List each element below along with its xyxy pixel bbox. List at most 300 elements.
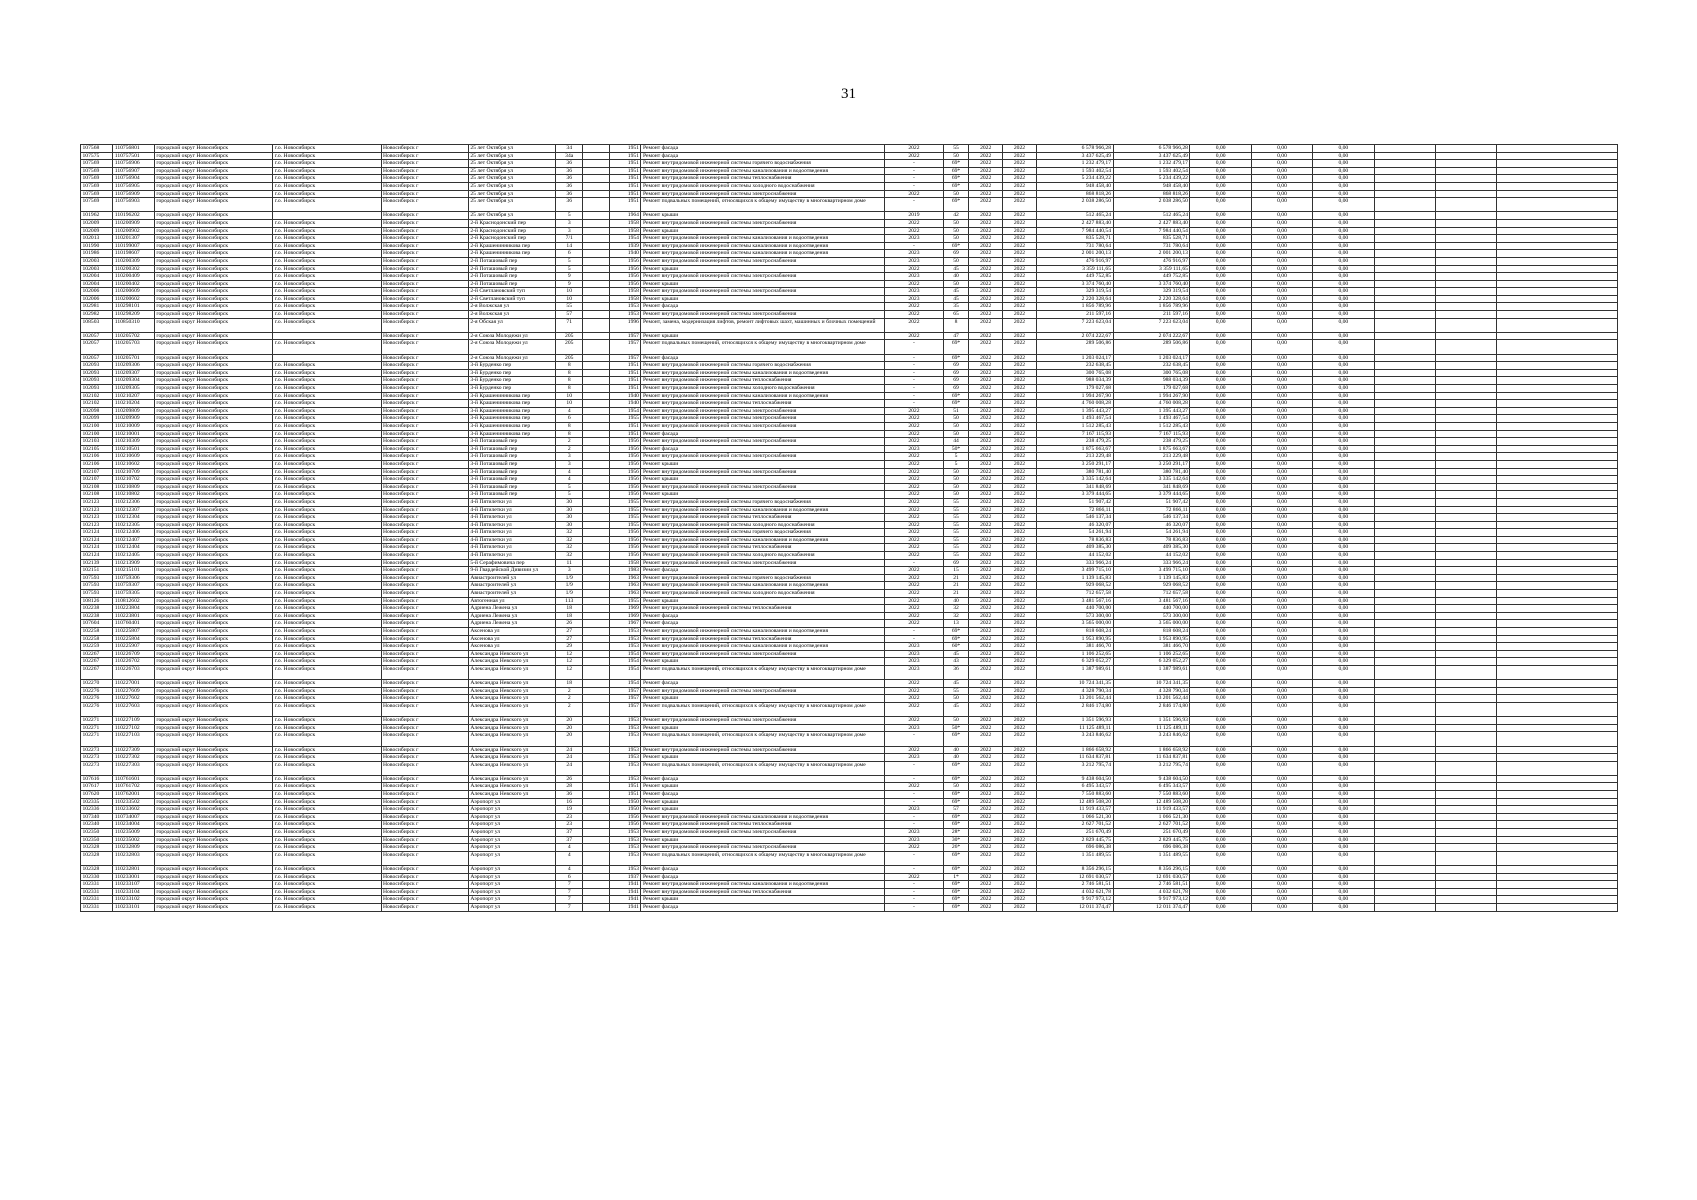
table-cell: -	[884, 896, 943, 904]
table-cell: городской округ Новосибирск	[154, 695, 273, 703]
table-cell: 102004	[81, 273, 113, 281]
table-cell: г.о. Новосибирск	[273, 491, 381, 499]
table-cell	[583, 775, 610, 783]
table-cell: -	[884, 628, 943, 636]
table-cell: Аэропорт ул	[468, 896, 555, 904]
table-cell: 45	[944, 650, 969, 658]
table-cell: 179 027,68	[1036, 385, 1113, 393]
table-cell	[1435, 628, 1496, 636]
table-cell: городской округ Новосибирск	[154, 851, 273, 865]
table-cell: г.о. Новосибирск	[273, 559, 381, 567]
table-cell: 0,00	[1190, 695, 1251, 703]
table-cell: 107569	[81, 190, 113, 198]
table-cell: г.о. Новосибирск	[273, 273, 381, 281]
table-cell: Ремонт внутридомовой инженерной системы канализования и водоотведения	[641, 813, 884, 821]
table-cell: 1953	[610, 311, 641, 319]
table-cell: Ремонт подвальных помещений, относящихся к общему имуществу в многоквартирном доме	[641, 665, 884, 679]
table-cell: 1953	[610, 635, 641, 643]
table-cell: 0,00	[1251, 775, 1312, 783]
table-cell: 0,00	[1251, 340, 1312, 354]
table-cell: 1953	[610, 717, 641, 725]
table-cell: городской округ Новосибирск	[154, 430, 273, 438]
table-cell: 69*	[944, 903, 969, 911]
table-cell	[1497, 190, 1618, 198]
table-cell: 5	[556, 483, 583, 491]
table-cell	[1374, 422, 1435, 430]
table-row	[81, 529, 1618, 537]
table-cell: 329 319,54	[1113, 288, 1190, 296]
table-cell: 110212305	[113, 521, 155, 529]
table-cell: 43	[944, 658, 969, 666]
table-cell: 0,00	[1190, 888, 1251, 896]
table-cell	[1497, 332, 1618, 340]
table-cell: 102328	[81, 851, 113, 865]
table-cell: городской округ Новосибирск	[154, 605, 273, 613]
table-cell: Адриена Лежена ул	[468, 620, 555, 628]
table-cell: 45	[944, 295, 969, 303]
table-cell: 3-й Крашенинникова пер	[468, 400, 555, 408]
table-cell	[583, 903, 610, 911]
table-cell: 2022	[969, 650, 1003, 658]
table-cell: 2022	[1003, 717, 1036, 725]
table-cell: 2022	[969, 265, 1003, 273]
table-cell	[1374, 280, 1435, 288]
table-cell: 69*	[944, 813, 969, 821]
table-row	[81, 250, 1618, 258]
table-cell: 102004	[81, 280, 113, 288]
table-cell: 1941	[610, 888, 641, 896]
table-cell: 3 565 000,00	[1113, 620, 1190, 628]
table-cell: 29	[556, 643, 583, 651]
table-cell: 102331	[81, 888, 113, 896]
table-cell	[1374, 888, 1435, 896]
table-cell: 0,00	[1251, 377, 1312, 385]
table-cell: 1 106 252,65	[1036, 650, 1113, 658]
table-row	[81, 536, 1618, 544]
table-cell	[1497, 257, 1618, 265]
table-cell: 2022	[1003, 235, 1036, 243]
table-cell: Новосибирск г	[381, 212, 468, 220]
table-cell	[1374, 190, 1435, 198]
table-cell: 0,00	[1251, 257, 1312, 265]
table-cell: 0,00	[1313, 888, 1374, 896]
table-row	[81, 620, 1618, 628]
table-cell	[1374, 754, 1435, 762]
table-cell: 0,00	[1313, 702, 1374, 716]
table-cell	[1497, 687, 1618, 695]
table-cell: 42	[944, 212, 969, 220]
table-cell	[1435, 476, 1496, 484]
table-cell: 2022	[969, 597, 1003, 605]
table-row	[81, 438, 1618, 446]
table-cell: 1 351 489,55	[1113, 851, 1190, 865]
table-cell: 2023	[884, 650, 943, 658]
table-cell: 69*	[944, 175, 969, 183]
table-cell	[1435, 881, 1496, 889]
table-cell: 102258	[81, 628, 113, 636]
table-cell: Новосибирск г	[381, 227, 468, 235]
table-cell: 102273	[81, 746, 113, 754]
table-cell: -	[884, 559, 943, 567]
table-cell: 30	[556, 498, 583, 506]
table-cell: городской округ Новосибирск	[154, 643, 273, 651]
table-cell: 69*	[944, 392, 969, 400]
table-cell	[1497, 265, 1618, 273]
table-cell: 69	[944, 559, 969, 567]
table-cell	[1374, 476, 1435, 484]
table-row	[81, 219, 1618, 227]
table-cell: Новосибирск г	[381, 844, 468, 852]
table-cell: Ремонт внутридомовой инженерной системы электроснабжения	[641, 219, 884, 227]
table-cell: Аэропорт ул	[468, 821, 555, 829]
table-cell: 102139	[81, 559, 113, 567]
table-cell: 5 234 439,22	[1113, 175, 1190, 183]
table-cell: 50	[944, 257, 969, 265]
table-cell: 3-й Крашенинникова пер	[468, 422, 555, 430]
table-cell	[1435, 491, 1496, 499]
table-cell: 2022	[969, 605, 1003, 613]
table-cell	[1374, 806, 1435, 814]
table-cell: 0,00	[1190, 311, 1251, 319]
table-cell: 0,00	[1190, 590, 1251, 598]
table-cell: 21	[944, 590, 969, 598]
table-cell: 107569	[81, 175, 113, 183]
table-cell	[1435, 369, 1496, 377]
table-cell	[1374, 529, 1435, 537]
table-cell: 110212405	[113, 552, 155, 560]
table-cell	[583, 536, 610, 544]
table-cell: 7 167 115,93	[1036, 430, 1113, 438]
table-cell: Новосибирск г	[381, 881, 468, 889]
table-cell	[583, 160, 610, 168]
table-cell: 0,00	[1190, 514, 1251, 522]
table-cell: Ремонт фасада	[641, 445, 884, 453]
table-cell: 1939	[610, 242, 641, 250]
table-cell: Новосибирск г	[381, 453, 468, 461]
table-cell: 0,00	[1190, 415, 1251, 423]
table-cell: 110756801	[113, 145, 155, 153]
table-cell: 0,00	[1251, 227, 1312, 235]
table-cell: 0,00	[1190, 702, 1251, 716]
table-cell: 0,00	[1251, 806, 1312, 814]
table-cell	[1374, 605, 1435, 613]
table-cell: 2 829 445,75	[1113, 836, 1190, 844]
table-cell: 0,00	[1190, 288, 1251, 296]
table-cell: Ремонт внутридомовой инженерной системы канализования и водоотведения	[641, 628, 884, 636]
table-cell: 1 387 989,61	[1113, 665, 1190, 679]
table-cell	[583, 866, 610, 874]
table-cell: г.о. Новосибирск	[273, 605, 381, 613]
table-cell	[1374, 775, 1435, 783]
table-cell: городской округ Новосибирск	[154, 754, 273, 762]
table-cell: 3 499 715,10	[1036, 567, 1113, 575]
table-cell: 2022	[969, 438, 1003, 446]
table-cell: 2022	[1003, 198, 1036, 212]
table-cell: Ремонт фасада	[641, 873, 884, 881]
table-cell: 28	[556, 783, 583, 791]
table-cell	[583, 280, 610, 288]
table-cell: 3-й Поташовый пер	[468, 476, 555, 484]
table-cell: 110756905	[113, 182, 155, 190]
table-cell: 2022	[969, 445, 1003, 453]
table-cell	[1435, 453, 1496, 461]
table-cell: 1953	[610, 754, 641, 762]
table-row	[81, 746, 1618, 754]
table-cell: 0,00	[1190, 468, 1251, 476]
table-cell: 102124	[81, 544, 113, 552]
table-cell: 546 137,34	[1036, 514, 1113, 522]
table-cell: 24	[556, 746, 583, 754]
table-cell: городской округ Новосибирск	[154, 483, 273, 491]
table-cell: Новосибирск г	[381, 702, 468, 716]
table-cell: 0,00	[1190, 407, 1251, 415]
table-cell: г.о. Новосибирск	[273, 620, 381, 628]
table-cell: 1957	[610, 702, 641, 716]
table-row	[81, 212, 1618, 220]
table-row	[81, 242, 1618, 250]
table-cell: 0,00	[1313, 590, 1374, 598]
table-cell: 23	[556, 821, 583, 829]
table-cell: Ремонт внутридомовой инженерной системы электроснабжения	[641, 422, 884, 430]
table-cell: 0,00	[1313, 354, 1374, 362]
table-row	[81, 702, 1618, 716]
table-cell: г.о. Новосибирск	[273, 896, 381, 904]
table-cell	[583, 295, 610, 303]
table-cell: 2	[556, 445, 583, 453]
table-cell: 2022	[884, 468, 943, 476]
table-cell: 0,00	[1251, 761, 1312, 775]
table-row	[81, 881, 1618, 889]
table-cell: городской округ Новосибирск	[154, 521, 273, 529]
table-cell: 5	[944, 460, 969, 468]
table-cell: 2022	[884, 219, 943, 227]
table-cell: 2022	[969, 453, 1003, 461]
table-cell: Аэропорт ул	[468, 806, 555, 814]
table-cell: 110756909	[113, 190, 155, 198]
table-cell: 2023	[884, 643, 943, 651]
table-cell: городской округ Новосибирск	[154, 362, 273, 370]
table-cell: 1953	[610, 303, 641, 311]
table-cell: Ремонт крыши	[641, 695, 884, 703]
table-cell: 0,00	[1190, 453, 1251, 461]
table-cell: 0,00	[1251, 612, 1312, 620]
table-cell	[1374, 212, 1435, 220]
table-cell: Новосибирск г	[381, 476, 468, 484]
table-cell: 211 597,16	[1113, 311, 1190, 319]
table-cell: 10 724 341,35	[1113, 680, 1190, 688]
table-cell	[1435, 483, 1496, 491]
table-cell: 1955	[610, 597, 641, 605]
table-cell: 0,00	[1251, 628, 1312, 636]
table-cell: Аэропорт ул	[468, 873, 555, 881]
table-row	[81, 476, 1618, 484]
table-row	[81, 288, 1618, 296]
table-cell: 0,00	[1313, 544, 1374, 552]
table-cell: 2	[556, 687, 583, 695]
table-cell	[1497, 851, 1618, 865]
table-cell: 2022	[884, 695, 943, 703]
table-cell: г.о. Новосибирск	[273, 597, 381, 605]
table-cell: 60*	[944, 643, 969, 651]
table-cell: Аэропорт ул	[468, 881, 555, 889]
table-cell: 0,00	[1190, 491, 1251, 499]
table-cell: 1957	[610, 332, 641, 340]
table-cell	[1435, 643, 1496, 651]
table-cell: 0,00	[1313, 303, 1374, 311]
table-cell: 712 657,58	[1036, 590, 1113, 598]
table-cell: 69*	[944, 896, 969, 904]
table-cell: 2 627 701,52	[1036, 821, 1113, 829]
table-cell	[1435, 175, 1496, 183]
table-cell: 2022	[969, 175, 1003, 183]
table-cell: 110756907	[113, 167, 155, 175]
table-cell: 12 011 374,47	[1036, 903, 1113, 911]
table-cell: -	[884, 392, 943, 400]
table-cell	[1497, 506, 1618, 514]
table-cell: г.о. Новосибирск	[273, 643, 381, 651]
table-cell: 4	[556, 866, 583, 874]
table-cell: -	[884, 881, 943, 889]
table-cell: г.о. Новосибирск	[273, 250, 381, 258]
page-number: 31	[841, 86, 856, 102]
table-cell: 2022	[1003, 160, 1036, 168]
table-cell: 102099	[81, 415, 113, 423]
table-cell: 6 578 966,28	[1113, 145, 1190, 153]
table-cell: 2022	[969, 145, 1003, 153]
table-cell: 2022	[884, 567, 943, 575]
table-cell: 0,00	[1313, 265, 1374, 273]
table-cell: 50	[944, 695, 969, 703]
table-cell: Новосибирск г	[381, 190, 468, 198]
table-cell	[1435, 392, 1496, 400]
table-cell: 27	[556, 635, 583, 643]
table-cell: г.о. Новосибирск	[273, 775, 381, 783]
table-cell: Ремонт крыши	[641, 724, 884, 732]
table-cell: 2022	[969, 521, 1003, 529]
table-row	[81, 491, 1618, 499]
table-cell: 0,00	[1251, 888, 1312, 896]
table-cell: городской округ Новосибирск	[154, 295, 273, 303]
table-row	[81, 369, 1618, 377]
table-cell: 0,00	[1313, 273, 1374, 281]
table-cell: Ремонт фасада	[641, 612, 884, 620]
table-cell	[1435, 680, 1496, 688]
table-cell: 3	[556, 219, 583, 227]
table-cell: Новосибирск г	[381, 791, 468, 799]
table-cell: 0,00	[1251, 160, 1312, 168]
table-cell: 25 лет Октября ул	[468, 145, 555, 153]
table-cell: Авиастроителей ул	[468, 582, 555, 590]
table-cell: 2 220 328,64	[1113, 295, 1190, 303]
table-cell: Ремонт внутридомовой инженерной системы канализования и водоотведения	[641, 167, 884, 175]
table-cell	[1497, 430, 1618, 438]
table-cell: Новосибирск г	[381, 152, 468, 160]
table-cell: 0,00	[1313, 597, 1374, 605]
table-cell: 2022	[1003, 761, 1036, 775]
table-cell: городской округ Новосибирск	[154, 732, 273, 746]
table-cell: Новосибирск г	[381, 761, 468, 775]
table-cell: 2022	[969, 318, 1003, 332]
table-cell	[1435, 829, 1496, 837]
table-cell: 0,00	[1190, 866, 1251, 874]
table-cell: 2022	[969, 821, 1003, 829]
table-cell: 2022	[1003, 813, 1036, 821]
table-cell	[1374, 567, 1435, 575]
table-row	[81, 332, 1618, 340]
table-cell: 2022	[1003, 288, 1036, 296]
table-cell: 2022	[1003, 145, 1036, 153]
table-cell: 2022	[1003, 415, 1036, 423]
table-cell: г.о. Новосибирск	[273, 280, 381, 288]
table-cell: городской округ Новосибирск	[154, 775, 273, 783]
table-cell: 2-й Краснодонский пер	[468, 219, 555, 227]
table-cell: 2022	[1003, 468, 1036, 476]
table-row	[81, 590, 1618, 598]
table-cell: 0,00	[1313, 483, 1374, 491]
table-cell: 6	[556, 873, 583, 881]
table-cell	[1435, 888, 1496, 896]
table-cell: 110196202	[113, 212, 155, 220]
table-cell: 3 374 760,40	[1036, 280, 1113, 288]
table-cell: 2022	[1003, 844, 1036, 852]
table-cell	[583, 761, 610, 775]
table-cell: 1996	[610, 318, 641, 332]
table-cell: 1951	[610, 167, 641, 175]
table-cell: 2022	[969, 219, 1003, 227]
table-cell: 0,00	[1313, 612, 1374, 620]
table-cell: 50	[944, 190, 969, 198]
table-cell	[1497, 732, 1618, 746]
table-cell: 102981	[81, 303, 113, 311]
table-cell: 110209809	[113, 407, 155, 415]
table-cell: 110761601	[113, 775, 155, 783]
table-cell: 9-й Гвардейской Дивизии ул	[468, 567, 555, 575]
table-cell: городской округ Новосибирск	[154, 385, 273, 393]
table-cell: 2-я Обская ул	[468, 318, 555, 332]
table-cell: 18	[556, 605, 583, 613]
table-cell	[583, 829, 610, 837]
table-cell	[1497, 483, 1618, 491]
table-cell: городской округ Новосибирск	[154, 783, 273, 791]
table-cell: 2022	[1003, 783, 1036, 791]
table-cell: 2022	[1003, 695, 1036, 703]
table-cell	[1374, 175, 1435, 183]
table-cell: 4-й Пятилетки ул	[468, 498, 555, 506]
table-cell: 36	[556, 167, 583, 175]
table-cell	[583, 798, 610, 806]
table-cell: г.о. Новосибирск	[273, 445, 381, 453]
table-cell: Ремонт подвальных помещений, относящихся к общему имуществу в многоквартирном доме	[641, 702, 884, 716]
table-cell: 2022	[969, 643, 1003, 651]
table-cell: 0,00	[1313, 160, 1374, 168]
table-cell: 731 780,64	[1036, 242, 1113, 250]
table-cell: 0,00	[1313, 806, 1374, 814]
table-cell: Новосибирск г	[381, 873, 468, 881]
table-cell	[583, 529, 610, 537]
table-cell	[1374, 303, 1435, 311]
table-cell: 0,00	[1313, 658, 1374, 666]
table-cell: 0,00	[1190, 212, 1251, 220]
table-cell: 1956	[610, 821, 641, 829]
table-cell: Новосибирск г	[381, 836, 468, 844]
table-cell: городской округ Новосибирск	[154, 746, 273, 754]
table-cell: 20	[556, 732, 583, 746]
table-cell: 4 032 621,78	[1036, 888, 1113, 896]
table-cell: Ремонт внутридомовой инженерной системы теплоснабжения	[641, 635, 884, 643]
table-cell: 9 438 604,50	[1036, 775, 1113, 783]
table-cell: 213 229,48	[1113, 453, 1190, 461]
table-cell: Авиастроителей ул	[468, 590, 555, 598]
